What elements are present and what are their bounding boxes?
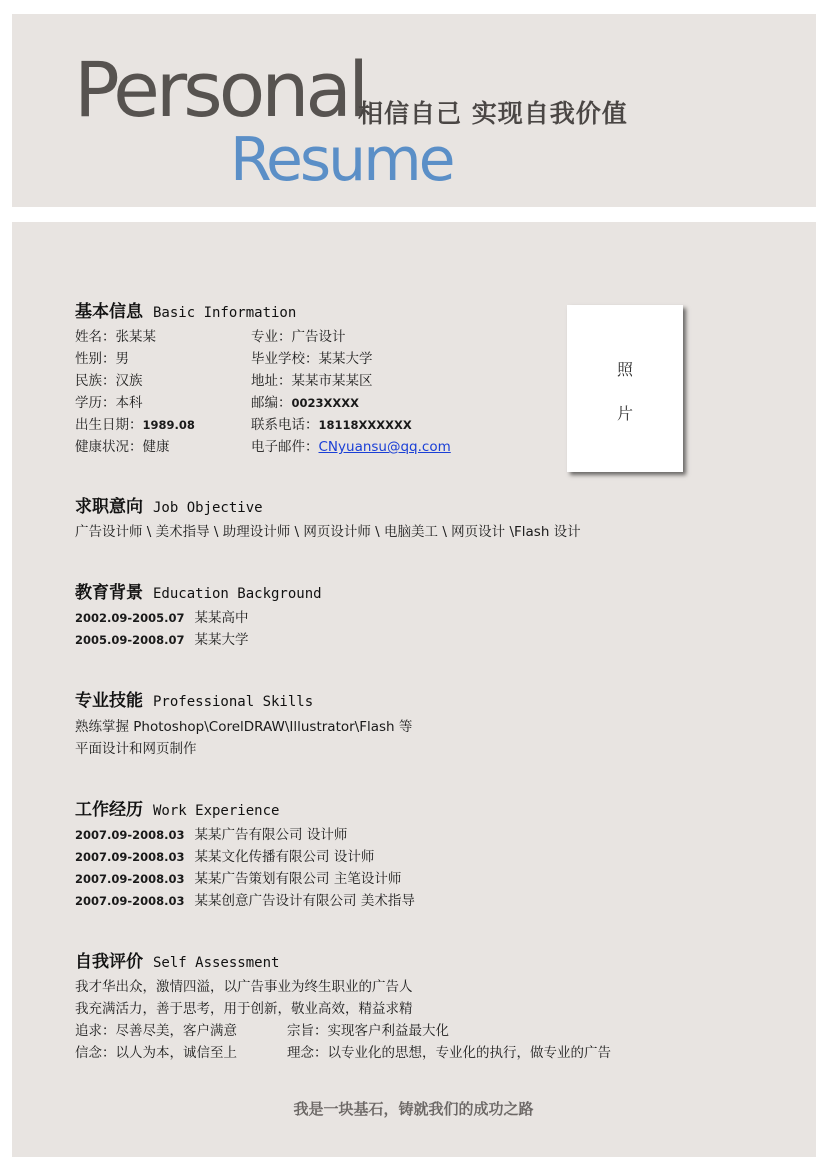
education-school: 某某大学 bbox=[194, 632, 249, 648]
info-phone-label: 联系电话： bbox=[251, 417, 319, 433]
info-postcode-label: 邮编： bbox=[251, 395, 292, 411]
work-item bbox=[75, 895, 415, 909]
info-health: 健康状况：健康 bbox=[75, 439, 170, 455]
section-title-cn: 教育背景 bbox=[75, 583, 143, 603]
education-item bbox=[75, 634, 249, 648]
info-name: 姓名：张某某 bbox=[75, 329, 156, 345]
section-title-cn: 专业技能 bbox=[75, 691, 143, 711]
work-date: 2007.09-2008.03 bbox=[75, 894, 185, 908]
title-personal: Personal bbox=[74, 45, 366, 134]
section-education-title bbox=[75, 578, 322, 603]
info-phone bbox=[251, 419, 422, 433]
info-gender: 性别：男 bbox=[75, 351, 129, 367]
section-job-objective-title bbox=[75, 492, 263, 517]
job-objective-text: 广告设计师 \ 美术指导 \ 助理设计师 \ 网页设计师 \ 电脑美工 \ 网页设计 \Flash 设计 bbox=[75, 524, 581, 540]
skills-line-2: 平面设计和网页制作 bbox=[75, 741, 197, 757]
info-birth-label: 出生日期： bbox=[75, 417, 143, 433]
info-major: 专业：广告设计 bbox=[251, 329, 346, 345]
self-assessment-line-2: 我充满活力，善于思考，用于创新，敬业高效，精益求精 bbox=[75, 1001, 413, 1017]
work-company: 某某广告有限公司 设计师 bbox=[194, 827, 348, 843]
self-assessment-philosophy: 理念：以专业化的思想，专业化的执行，做专业的广告 bbox=[287, 1045, 611, 1061]
info-email bbox=[251, 441, 451, 455]
info-ethnicity: 民族：汉族 bbox=[75, 373, 143, 389]
section-title-en: Work Experience bbox=[153, 803, 280, 819]
footer-slogan: 我是一块基石，铸就我们的成功之路 bbox=[293, 1100, 534, 1118]
info-school: 毕业学校：某某大学 bbox=[251, 351, 373, 367]
section-title-cn: 自我评价 bbox=[75, 952, 143, 972]
work-date: 2007.09-2008.03 bbox=[75, 828, 185, 842]
info-postcode-value: 0023XXXX bbox=[291, 396, 359, 410]
title-resume: Resume bbox=[230, 125, 453, 195]
section-title-en: Self Assessment bbox=[153, 955, 280, 971]
education-item bbox=[75, 612, 249, 626]
section-title-cn: 求职意向 bbox=[75, 497, 143, 517]
education-date: 2002.09-2005.07 bbox=[75, 611, 185, 625]
work-item bbox=[75, 873, 401, 887]
photo-label-1: 照 bbox=[616, 360, 633, 379]
section-title-cn: 工作经历 bbox=[75, 800, 143, 820]
photo-label-2: 片 bbox=[616, 404, 633, 423]
skills-line-1: 熟练掌握 Photoshop\CorelDRAW\Illustrator\Flash 等 bbox=[75, 719, 413, 735]
work-item bbox=[75, 851, 374, 865]
work-company: 某某文化传播有限公司 设计师 bbox=[194, 849, 375, 865]
info-phone-value: 18118XXXXXX bbox=[318, 418, 412, 432]
header-banner bbox=[12, 14, 816, 207]
work-company: 某某创意广告设计有限公司 美术指导 bbox=[194, 893, 415, 909]
info-degree: 学历：本科 bbox=[75, 395, 143, 411]
section-title-en: Job Objective bbox=[153, 500, 263, 516]
email-link[interactable]: CNyuansu@qq.com bbox=[318, 439, 451, 455]
section-title-en: Basic Information bbox=[153, 305, 297, 321]
photo-placeholder bbox=[567, 305, 683, 472]
education-date: 2005.09-2008.07 bbox=[75, 633, 185, 647]
section-title-cn: 基本信息 bbox=[75, 302, 143, 322]
section-title-en: Education Background bbox=[153, 586, 322, 602]
self-assessment-line-1: 我才华出众，激情四溢，以广告事业为终生职业的广告人 bbox=[75, 979, 413, 995]
info-address: 地址：某某市某某区 bbox=[251, 373, 373, 389]
info-email-label: 电子邮件： bbox=[251, 439, 319, 455]
section-work-title bbox=[75, 795, 279, 820]
work-date: 2007.09-2008.03 bbox=[75, 850, 185, 864]
education-school: 某某高中 bbox=[194, 610, 249, 626]
section-basic-info-title bbox=[75, 297, 296, 322]
section-self-assessment-title bbox=[75, 947, 279, 972]
self-assessment-pursuit: 追求：尽善尽美，客户满意 bbox=[75, 1023, 237, 1039]
info-birth bbox=[75, 419, 205, 433]
section-skills-title bbox=[75, 686, 313, 711]
self-assessment-belief: 信念：以人为本，诚信至上 bbox=[75, 1045, 237, 1061]
info-birth-value: 1989.08 bbox=[142, 418, 195, 432]
work-company: 某某广告策划有限公司 主笔设计师 bbox=[194, 871, 402, 887]
info-postcode bbox=[251, 397, 369, 411]
section-title-en: Professional Skills bbox=[153, 694, 314, 710]
self-assessment-purpose: 宗旨：实现客户利益最大化 bbox=[287, 1023, 449, 1039]
work-date: 2007.09-2008.03 bbox=[75, 872, 185, 886]
work-item bbox=[75, 829, 347, 843]
header-motto: 相信自己 实现自我价值 bbox=[358, 99, 628, 128]
